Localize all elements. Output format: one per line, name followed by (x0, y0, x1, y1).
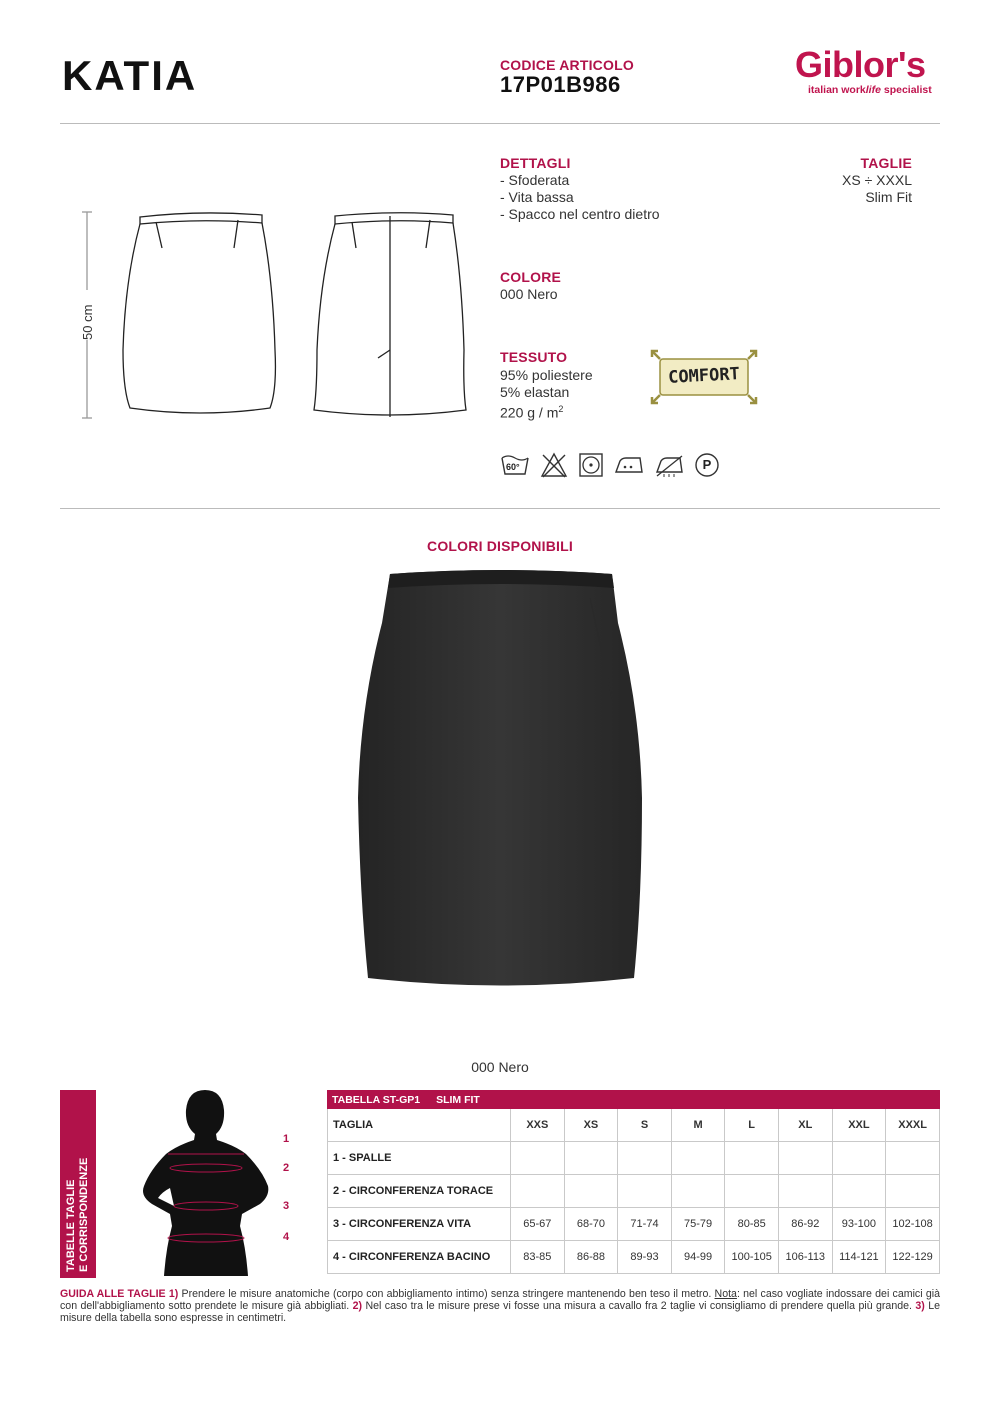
table-row (328, 1142, 940, 1175)
skirt-photo (350, 568, 650, 988)
table-cell (778, 1142, 832, 1175)
table-cell (511, 1175, 565, 1208)
table-cell: 89-93 (618, 1241, 672, 1274)
iron-icon (614, 452, 644, 478)
band-line: TABELLE TAGLIE (65, 1179, 77, 1272)
size-tables-band (60, 1090, 96, 1278)
table-cell (832, 1175, 886, 1208)
row-label: 2 - CIRCONFERENZA TORACE (328, 1175, 511, 1208)
sizes-range: XS ÷ XXXL (842, 172, 912, 188)
size-header: M (671, 1109, 725, 1142)
body-silhouette (130, 1088, 280, 1280)
table-cell: 94-99 (671, 1241, 725, 1274)
no-bleach-icon (540, 452, 568, 478)
table-cell: 106-113 (778, 1241, 832, 1274)
table-header-row (328, 1109, 940, 1142)
wash-icon (500, 452, 530, 478)
table-band (328, 1091, 940, 1109)
row-label: 1 - SPALLE (328, 1142, 511, 1175)
table-cell (778, 1175, 832, 1208)
figure-mark: 4 (283, 1231, 290, 1243)
table-cell: 93-100 (832, 1208, 886, 1241)
care-icons (500, 452, 720, 478)
details-item: - Sfoderata (500, 172, 570, 188)
brand-logo: Giblor's (795, 44, 926, 85)
table-cell: 65-67 (511, 1208, 565, 1241)
tumble-dry-icon (578, 452, 604, 478)
table-cell (832, 1142, 886, 1175)
table-cell (725, 1175, 779, 1208)
table-row (328, 1241, 940, 1274)
sizes-title: TAGLIE (860, 155, 912, 171)
divider (60, 508, 940, 509)
brand-tagline: italian worklife specialist (808, 84, 932, 96)
table-cell: 86-92 (778, 1208, 832, 1241)
size-header: XXXL (886, 1109, 940, 1142)
figure-mark: 3 (283, 1200, 290, 1212)
figure-mark: 1 (283, 1133, 290, 1145)
available-colors-title: COLORI DISPONIBILI (427, 538, 573, 554)
swatch-label: 000 Nero (471, 1059, 529, 1075)
size-table (327, 1090, 940, 1274)
table-cell: 71-74 (618, 1208, 672, 1241)
wash-temp: 60° (506, 462, 520, 472)
table-cell (564, 1175, 618, 1208)
table-cell: 80-85 (725, 1208, 779, 1241)
table-fit: SLIM FIT (436, 1093, 480, 1106)
table-cell (564, 1142, 618, 1175)
sizes-fit: Slim Fit (865, 189, 912, 205)
table-cell (671, 1142, 725, 1175)
size-header: XS (564, 1109, 618, 1142)
details-title: DETTAGLI (500, 155, 571, 171)
details-item: - Vita bassa (500, 189, 574, 205)
color-value: 000 Nero (500, 286, 558, 302)
table-cell (886, 1175, 940, 1208)
table-cell: 86-88 (564, 1241, 618, 1274)
code-label: CODICE ARTICOLO (500, 57, 634, 73)
code-value: 17P01B986 (500, 72, 621, 97)
table-header-label: TAGLIA (328, 1109, 511, 1142)
size-header: L (725, 1109, 779, 1142)
table-cell (725, 1142, 779, 1175)
length-label: 50 cm (80, 304, 95, 340)
table-cell (886, 1142, 940, 1175)
product-name: KATIA (62, 52, 198, 99)
table-code: TABELLA ST-GP1 (332, 1093, 421, 1106)
figure-mark: 2 (283, 1162, 290, 1174)
comfort-badge (650, 349, 758, 405)
size-guide: GUIDA ALLE TAGLIE 1) Prendere le misure anatomiche (corpo con abbigliamento intimo) senza stringere mantenendo ben teso il metro. Nota: nel caso vogliate indossare dei camici già con dell'abbigliamento sotto prendete le misure già abbigliati. 2) Nel caso tra le misure prese vi fosse una misura a cavallo fra 2 taglie vi consigliamo di prendere quella più grande. 3) Le misure della tabella sono espresse in centimetri. (60, 1288, 940, 1324)
size-header: XL (778, 1109, 832, 1142)
table-row (328, 1175, 940, 1208)
table-row (328, 1208, 940, 1241)
dry-clean-icon: P (694, 452, 720, 478)
comfort-label: COMFORT (667, 364, 741, 388)
table-cell: 83-85 (511, 1241, 565, 1274)
no-steam-icon (654, 452, 684, 478)
table-cell: 122-129 (886, 1241, 940, 1274)
table-cell: 75-79 (671, 1208, 725, 1241)
row-label: 4 - CIRCONFERENZA BACINO (328, 1241, 511, 1274)
table-cell (511, 1142, 565, 1175)
table-cell: 114-121 (832, 1241, 886, 1274)
table-cell: 100-105 (725, 1241, 779, 1274)
table-cell (671, 1175, 725, 1208)
table-cell: 68-70 (564, 1208, 618, 1241)
fabric-line: 5% elastan (500, 384, 570, 400)
table-cell: 102-108 (886, 1208, 940, 1241)
row-label: 3 - CIRCONFERENZA VITA (328, 1208, 511, 1241)
table-cell (618, 1142, 672, 1175)
color-title: COLORE (500, 269, 562, 285)
details-item: - Spacco nel centro dietro (500, 206, 660, 222)
size-header: XXL (832, 1109, 886, 1142)
fabric-line: 95% poliestere (500, 367, 593, 383)
size-header: XXS (511, 1109, 565, 1142)
fabric-weight: 220 g / $m^2$ (500, 404, 564, 421)
size-header: S (618, 1109, 672, 1142)
divider (60, 123, 940, 124)
band-line: E CORRISPONDENZE (78, 1157, 90, 1272)
table-cell (618, 1175, 672, 1208)
fabric-title: TESSUTO (500, 349, 568, 365)
guide-title: GUIDA ALLE TAGLIE (60, 1288, 166, 1300)
skirt-technical-drawing (70, 200, 480, 430)
